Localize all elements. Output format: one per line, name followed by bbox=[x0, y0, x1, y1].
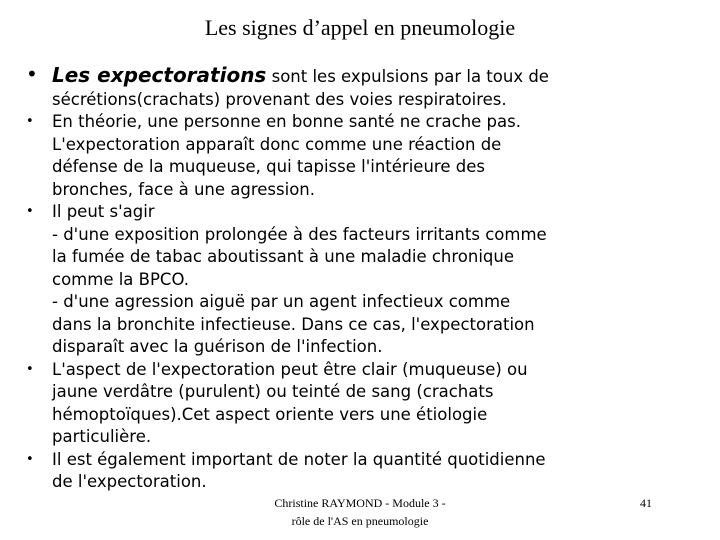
bullet-line: Il est également important de noter la quantité quotidienne bbox=[52, 449, 546, 469]
bullet-line: défense de la muqueuse, qui tapisse l'intérieure des bbox=[52, 157, 485, 176]
bullet-line: - d'une exposition prolongée à des facteurs irritants comme bbox=[52, 224, 547, 244]
bullet-line bbox=[52, 64, 666, 89]
bullet-line-text: sont les expulsions par la toux de bbox=[271, 67, 549, 86]
bullet-item bbox=[26, 359, 666, 449]
bullet-line: L'aspect de l'expectoration peut être clair (muqueuse) ou bbox=[52, 359, 528, 379]
bullet-line: hémoptoïques).Cet aspect oriente vers une étiologie bbox=[52, 404, 488, 424]
bullet-line: L'expectoration apparaît donc comme une réaction de bbox=[52, 134, 502, 154]
bullet-line: sécrétions(crachats) provenant des voies respiratoires. bbox=[52, 89, 507, 109]
footer-module: rôle de l'AS en pneumologie bbox=[291, 514, 429, 528]
bullet-item bbox=[26, 64, 666, 111]
slide-footer bbox=[254, 494, 466, 530]
slide-title: Les signes d’appel en pneumologie bbox=[204, 15, 516, 40]
bullet-dot-icon: • bbox=[26, 204, 34, 219]
bullet-line: de l'expectoration. bbox=[52, 472, 207, 491]
bullet-line: disparaît avec la guérison de l'infection. bbox=[52, 337, 383, 356]
bullet-item bbox=[26, 449, 666, 494]
bullet-item bbox=[26, 201, 666, 359]
bullet-dot-icon: • bbox=[26, 361, 34, 377]
bullet-line: En théorie, une personne en bonne santé ne crache pas. bbox=[52, 112, 521, 131]
page-number: 41 bbox=[640, 496, 652, 510]
bullet-list bbox=[26, 64, 666, 494]
bullet-line: bronches, face à une agression. bbox=[52, 179, 316, 199]
bullet-lead: Les expectorations bbox=[52, 63, 267, 87]
bullet-line: particulière. bbox=[52, 427, 152, 446]
footer-author: Christine RAYMOND - Module 3 - bbox=[274, 496, 446, 510]
bullet-line: la fumée de tabac aboutissant à une maladie chronique bbox=[52, 247, 515, 266]
bullet-line: - d'une agression aiguë par un agent infectieux comme bbox=[52, 292, 511, 311]
bullet-line: Il peut s'agir bbox=[52, 202, 155, 221]
bullet-dot-icon: • bbox=[26, 451, 34, 467]
bullet-dot-icon: • bbox=[26, 62, 38, 86]
bullet-line: comme la BPCO. bbox=[52, 269, 190, 289]
bullet-item bbox=[26, 111, 666, 201]
bullet-line: dans la bronchite infectieuse. Dans ce cas, l'expectoration bbox=[52, 314, 535, 334]
bullet-line: jaune verdâtre (purulent) ou teinté de sang (crachats bbox=[52, 382, 494, 401]
bullet-dot-icon: • bbox=[26, 114, 34, 129]
